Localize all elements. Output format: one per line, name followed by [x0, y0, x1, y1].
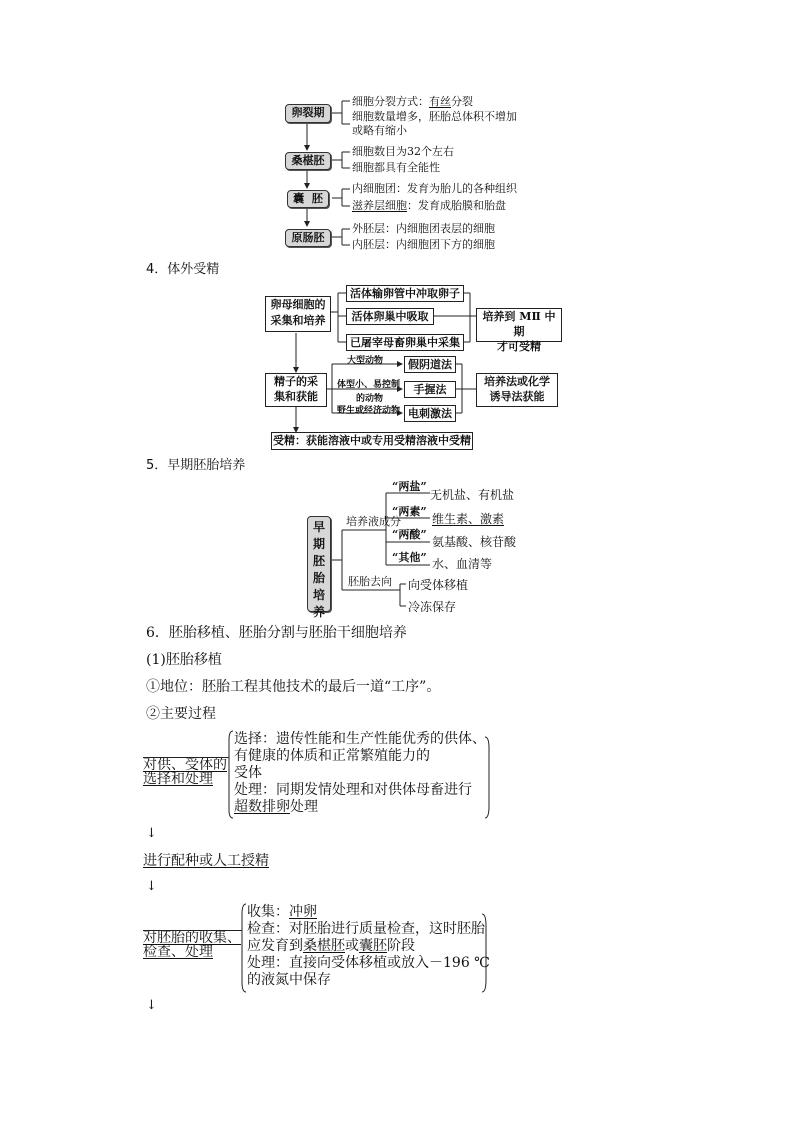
egg-collection-box: 卵母细胞的 采集和培养: [265, 296, 331, 332]
process-selection: 选择：遗传性能和生产性能优秀的供体、 有健康的体质和正常繁殖能力的 受体 处理：同期发情处理和对供体母畜进行 超数排卵处理: [234, 731, 486, 815]
medium-acids: 氨基酸、核苷酸: [432, 535, 517, 549]
medium-salts-tag: “两盐”: [392, 480, 427, 493]
stage-morula-line1: 细胞数目为32个左右: [352, 145, 454, 158]
stage-cleavage-box: 卵裂期: [285, 104, 331, 123]
culture-branch-destination: 胚胎去向: [348, 575, 392, 588]
process-donor-recipient: 对供、受体的 选择和处理: [143, 757, 227, 787]
transfer-process-title: ②主要过程: [146, 706, 216, 722]
egg-method-slaughter: 已屠宰母畜卵巢中采集: [346, 334, 464, 351]
stage-cleavage-line2: 细胞数量增多，胚胎总体积不增加: [352, 110, 517, 123]
sperm-method-hand: 手握法: [404, 381, 456, 398]
medium-other: 水、血清等: [432, 557, 493, 571]
stage-blastocyst-line1: 内细胞团：发育为胎儿的各种组织: [352, 182, 517, 195]
heading-culture: 5．早期胚胎培养: [146, 458, 246, 473]
medium-vitamins: 维生素、激素: [432, 512, 505, 526]
sperm-result-box: 培养法或化学 诱导法获能: [476, 373, 558, 407]
process-arrow-3: ↓: [146, 998, 157, 1013]
sperm-label-wild: 野生或经济动物: [337, 406, 401, 416]
stage-cleavage-line3: 或略有缩小: [352, 124, 407, 137]
sperm-label-small-a: 体型小、易控制: [337, 380, 401, 390]
stage-gastrula-line2: 内胚层：内细胞团下方的细胞: [352, 238, 495, 251]
culture-branch-medium: 培养液成分: [346, 515, 401, 528]
medium-vitamins-tag: “两素”: [392, 505, 427, 518]
process-arrow-2: ↓: [146, 879, 157, 894]
egg-method-ovary: 活体卵巢中吸取: [346, 308, 434, 325]
sperm-collection-box: 精子的采 集和获能: [265, 373, 327, 407]
process-embryo-handling: 对胚胎的收集、 检查、处理: [143, 930, 241, 960]
process-collection: 收集：冲卵 检查：对胚胎进行质量检查，这时胚胎 应发育到桑椹胚或囊胚阶段 处理：直接向受体移植或放入－196 ℃ 的液氮中保存: [247, 904, 490, 988]
subheading-transfer: (1)胚胎移植: [146, 652, 222, 668]
egg-result-box: 培养到 MⅡ 中期 才可受精: [476, 308, 562, 342]
destination-transfer: 向受体移植: [408, 578, 469, 592]
sperm-label-small-b: 的动物: [356, 394, 384, 404]
stage-blastocyst-box: 囊 胚: [287, 190, 329, 208]
stage-gastrula-box: 原肠胚: [285, 229, 331, 247]
heading-ivf: 4．体外受精: [146, 262, 220, 277]
medium-acids-tag: “两酸”: [392, 528, 427, 541]
stage-morula-box: 桑椹胚: [285, 152, 331, 170]
process-donor-underline: [143, 757, 229, 758]
transfer-status: ①地位：胚胎工程其他技术的最后一道“工序”。: [146, 679, 441, 695]
medium-salts: 无机盐、有机盐: [430, 488, 515, 502]
stage-morula-line2: 细胞都具有全能性: [352, 161, 440, 174]
process-mating: 进行配种或人工授精: [143, 853, 269, 869]
process-arrow-1: ↓: [146, 826, 157, 841]
fertilization-box: 受精：获能溶液中或专用受精溶液中受精: [271, 432, 473, 450]
stage-cleavage-line1: 细胞分裂方式：有丝分裂: [352, 95, 473, 108]
stage-gastrula-line1: 外胚层：内细胞团表层的细胞: [352, 222, 495, 235]
egg-method-oviduct: 活体输卵管中冲取卵子: [346, 285, 464, 302]
medium-other-tag: “其他”: [392, 551, 427, 564]
stage-blastocyst-line2: 滋养层细胞：发育成胎膜和胎盘: [352, 199, 506, 212]
sperm-method-electro: 电刺激法: [404, 405, 456, 422]
heading-transfer: 6．胚胎移植、胚胎分割与胚胎干细胞培养: [146, 625, 407, 641]
sperm-method-av: 假阴道法: [404, 356, 456, 373]
sperm-label-large: 大型动物: [347, 356, 384, 366]
culture-title-box: 早 期 胚 胎 培 养: [307, 516, 331, 612]
process-embryo-underline: [143, 930, 242, 931]
destination-freeze: 冷冻保存: [408, 600, 457, 614]
